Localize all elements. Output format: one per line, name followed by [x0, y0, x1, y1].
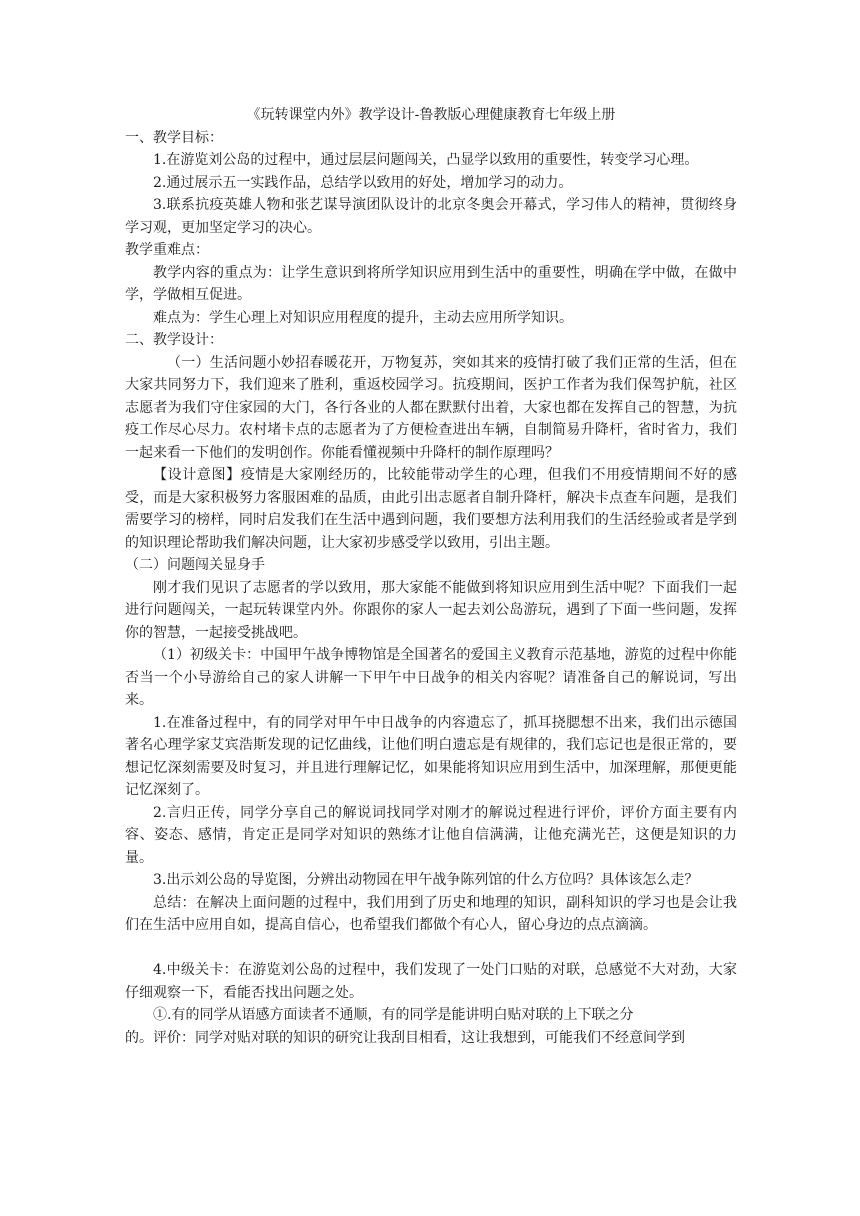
- document-title: 《玩转课堂内外》教学设计-鲁教版心理健康教育七年级上册: [246, 107, 616, 123]
- paragraph: 3.联系抗疫英雄人物和张艺谋导演团队设计的北京冬奥会开幕式，学习伟人的精神，贯彻终身学习观，更加坚定学习的决心。: [125, 197, 737, 236]
- paragraph: ①.有的同学从语感方面读者不通顺，有的同学是能讲明白贴对联的上下联之分: [153, 1007, 634, 1023]
- paragraph: （1）初级关卡：中国甲午战争博物馆是全国著名的爱国主义教育示范基地，游览的过程中你能否当一个小导游给自己的家人讲解一下甲午中日战争的相关内容呢？请准备自己的解说词，写出来。: [125, 647, 737, 708]
- paragraph: 总结：在解决上面问题的过程中，我们用到了历史和地理的知识，副科知识的学习也是会让我们在生活中应用自如，提高自信心，也希望我们都做个有心人，留心身边的点点滴滴。: [125, 894, 737, 933]
- paragraph: 二、教学设计：: [125, 332, 223, 348]
- paragraph: （一）生活问题小妙招春暖花开，万物复苏，突如其来的疫情打破了我们正常的生活，但在大家共同努力下，我们迎来了胜利，重返校园学习。抗疫期间，医护工作者为我们保驾护航，社区志愿者为我们守住家园的大门，各行各业的人都在默默付出着，大家也都在发挥自己的智慧，为抗疫工作尽心尽力。农村堵卡点的志愿者为了方便检查进出车辆，自制简易升降杆，省时省力，我们一起来看一下他们的发明创作。你能看懂视频中升降杆的制作原理吗？: [125, 354, 737, 461]
- paragraph: 4.中级关卡：在游览刘公岛的过程中，我们发现了一处门口贴的对联，总感觉不大对劲，大家仔细观察一下，看能否找出问题之处。: [125, 962, 737, 1001]
- paragraph: 3.出示刘公岛的导览图，分辨出动物园在甲午战争陈列馆的什么方位吗？具体该怎么走？: [153, 872, 699, 888]
- document-body: [125, 127, 737, 1050]
- document-page: [125, 104, 737, 1049]
- blank-line: [125, 937, 737, 960]
- paragraph: （二）问题闯关显身手: [125, 557, 265, 573]
- paragraph: 的。评价：同学对贴对联的知识的研究让我刮目相看，这让我想到，可能我们不经意间学到: [125, 1029, 685, 1046]
- paragraph: 【设计意图】疫情是大家刚经历的，比较能带动学生的心理，但我们不用疫情期间不好的感受，而是大家积极努力客服困难的品质，由此引出志愿者自制升降杆，解决卡点查车问题，是我们需要学习的榜样，同时启发我们在生活中遇到问题，我们要想方法利用我们的生活经验或者是学到的知识理论帮助我们解决问题，让大家初步感受学以致用，引出主题。: [125, 467, 737, 551]
- paragraph: 难点为：学生心理上对知识应用程度的提升，主动去应用所学知识。: [153, 309, 573, 326]
- paragraph: 2.言归正传，同学分享自己的解说词找同学对刚才的解说过程进行评价，评价方面主要有内容、姿态、感情，肯定正是同学对知识的熟练才让他自信满满，让他充满光芒，这便是知识的力量。: [125, 804, 737, 866]
- paragraph: 一、教学目标：: [125, 129, 223, 146]
- paragraph: 2.通过展示五一实践作品，总结学以致用的好处，增加学习的动力。: [153, 174, 573, 191]
- paragraph: 教学重难点：: [125, 242, 209, 258]
- paragraph: 刚才我们见识了志愿者的学以致用，那大家能不能做到将知识应用到生活中呢？下面我们一起进行问题闯关，一起玩转课堂内外。你跟你的家人一起去刘公岛游玩，遇到了下面一些问题，发挥你的智慧，一起接受挑战吧。: [125, 579, 737, 641]
- paragraph: 1.在游览刘公岛的过程中，通过层层问题闯关，凸显学以致用的重要性，转变学习心理。: [153, 152, 699, 168]
- paragraph: 1.在准备过程中，有的同学对甲午中日战争的内容遗忘了，抓耳挠腮想不出来，我们出示德国著名心理学家艾宾浩斯发现的记忆曲线，让他们明白遗忘是有规律的，我们忘记也是很正常的，要想记忆深刻需要及时复习，并且进行理解记忆，如果能将知识应用到生活中，加深理解，那便更能记忆深刻了。: [125, 714, 737, 798]
- paragraph: 教学内容的重点为：让学生意识到将所学知识应用到生活中的重要性，明确在学中做，在做中学，学做相互促进。: [125, 264, 737, 303]
